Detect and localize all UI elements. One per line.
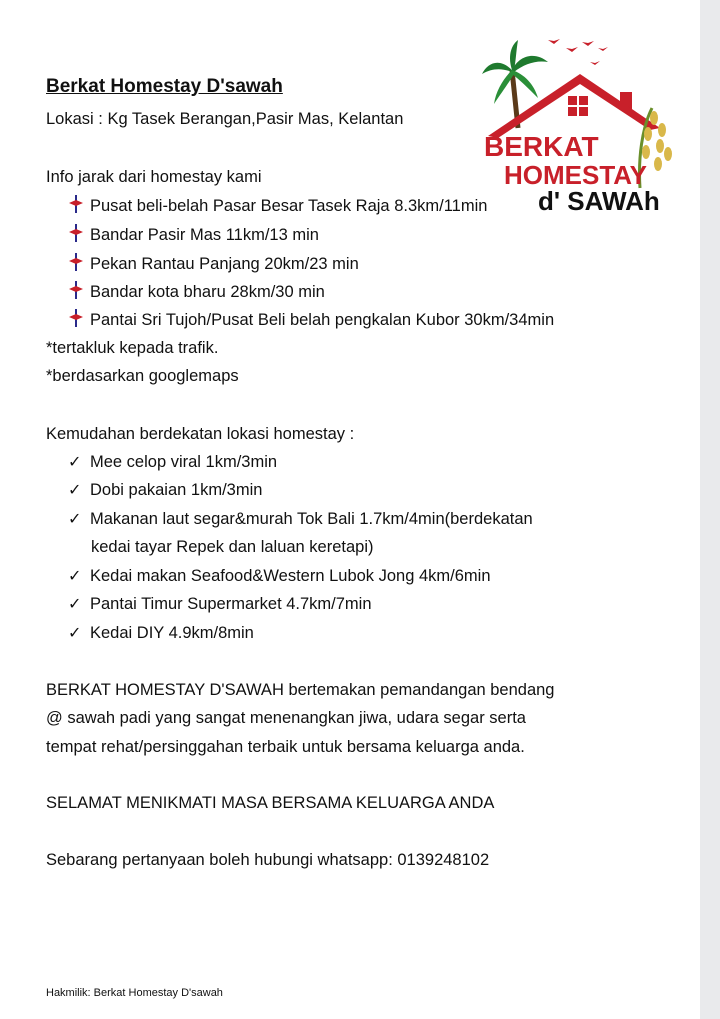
logo-line-2: HOMESTAY [504,160,648,190]
check-icon: ✓ [68,625,82,642]
distance-item: Bandar kota bharu 28km/30 min [68,281,325,304]
distance-item: Pusat beli-belah Pasar Besar Tasek Raja 8.3km/11min [68,195,487,218]
distance-item: Pekan Rantau Panjang 20km/23 min [68,253,359,276]
check-icon: ✓ [68,482,82,499]
facility-item: ✓ Kedai makan Seafood&Western Lubok Jong 4km/6min [68,566,491,585]
description-line: @ sawah padi yang sangat menenangkan jiwa, udara segar serta [46,709,526,727]
facility-item: ✓ Kedai DIY 4.9km/8min [68,623,254,642]
copyright-footer: Hakmilik: Berkat Homestay D'sawah [46,987,223,999]
page-edge [700,0,720,1019]
pin-icon [68,253,90,276]
distance-heading: Info jarak dari homestay kami [46,168,262,186]
pin-icon [68,224,90,247]
facility-item: ✓ Makanan laut segar&murah Tok Bali 1.7km/4min(berdekatan [68,509,533,528]
birds-icon [548,39,608,65]
check-icon: ✓ [68,568,82,585]
description-line: BERKAT HOMESTAY D'SAWAH bertemakan pemandangan bendang [46,681,555,699]
contact-text: Sebarang pertanyaan boleh hubungi whatsapp: 0139248102 [46,851,490,869]
pin-icon [68,195,90,218]
note-traffic: *tertakluk kepada trafik. [46,339,219,357]
facilities-heading: Kemudahan berdekatan lokasi homestay : [46,425,355,443]
distance-item: Bandar Pasir Mas 11km/13 min [68,224,319,247]
facility-item-continued: kedai tayar Repek dan laluan keretapi) [91,538,374,556]
page-title: Berkat Homestay D'sawah [46,76,283,97]
distance-item: Pantai Sri Tujoh/Pusat Beli belah pengkalan Kubor 30km/34min [68,309,554,332]
location-text: Lokasi : Kg Tasek Berangan,Pasir Mas, Kelantan [46,110,404,128]
check-icon: ✓ [68,511,82,528]
facility-item: ✓ Pantai Timur Supermarket 4.7km/7min [68,594,372,613]
description-line: tempat rehat/persinggahan terbaik untuk bersama keluarga anda. [46,738,525,756]
facility-item: ✓ Dobi pakaian 1km/3min [68,480,263,499]
facility-item: ✓ Mee celop viral 1km/3min [68,452,278,471]
logo-line-3: d' SAWAh [538,186,660,216]
homestay-logo [470,18,688,218]
pin-icon [68,309,90,332]
logo-line-1: BERKAT [484,131,599,162]
greeting-text: SELAMAT MENIKMATI MASA BERSAMA KELUARGA ANDA [46,794,495,812]
check-icon: ✓ [68,596,82,613]
pin-icon [68,281,90,304]
note-googlemaps: *berdasarkan googlemaps [46,367,239,385]
palm-tree-icon [482,40,548,128]
check-icon: ✓ [68,454,82,471]
